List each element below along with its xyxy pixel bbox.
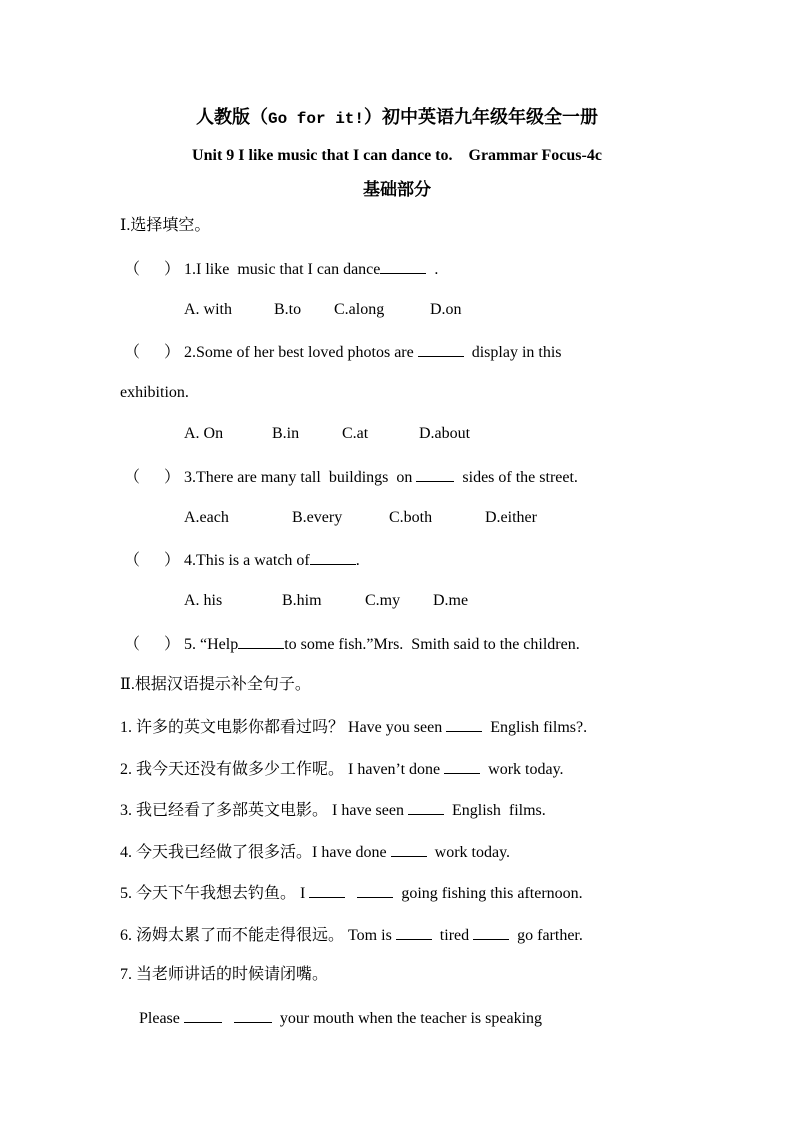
english-text-mid [345, 885, 357, 902]
english-text: I have seen [328, 802, 408, 819]
fill-item-7 [120, 965, 328, 985]
question-text: 1.I like music that I can dance [184, 261, 381, 278]
question-2-continued: exhibition. [120, 384, 189, 401]
english-text: I have done [312, 844, 391, 861]
title-prefix: 人教版（ [195, 107, 268, 127]
option-a: A.each [184, 509, 229, 526]
question-1-options [184, 300, 462, 320]
part1-heading: Ⅰ.选择填空。 [120, 217, 211, 234]
chinese-prompt: 许多的英文电影你都看过吗？ [136, 719, 345, 736]
question-text: 5. “Help [184, 636, 239, 653]
english-text: Tom is [344, 927, 396, 944]
english-text: Have you seen [344, 719, 447, 736]
fill-item-2 [120, 758, 564, 780]
option-b: B.in [272, 425, 300, 442]
part2-heading: Ⅱ.根据汉语提示补全句子。 [120, 676, 311, 693]
english-text: I [296, 885, 310, 902]
answer-blank[interactable] [310, 549, 356, 565]
fill-item-5 [120, 882, 583, 904]
english-text-mid: tired [431, 927, 474, 944]
answer-blank[interactable] [238, 633, 284, 649]
answer-paren: （ ） [124, 636, 181, 653]
question-text: 2.Some of her best loved photos are [184, 344, 418, 361]
question-3 [124, 466, 578, 488]
option-d: D.about [419, 425, 471, 442]
option-c: C.both [389, 509, 433, 526]
option-d: D.me [433, 592, 469, 609]
title-series: Go for it! [267, 110, 364, 128]
english-text-mid [222, 1010, 234, 1027]
question-text-end: to some fish.”Mrs. Smith said to the children. [284, 636, 580, 653]
fill-item-1 [120, 716, 587, 738]
fill-item-6 [120, 924, 583, 946]
answer-blank[interactable] [473, 924, 509, 940]
english-text-end: work today. [480, 761, 564, 778]
question-text-end: . [355, 552, 360, 569]
english-text-end: English films. [443, 802, 546, 819]
option-c: C.along [334, 301, 385, 318]
answer-blank[interactable] [184, 1007, 222, 1023]
item-number: 5. [120, 885, 132, 902]
chinese-prompt: 我今天还没有做多少工作呢。 [136, 761, 345, 778]
answer-blank[interactable] [357, 882, 393, 898]
option-d: D.on [430, 301, 462, 318]
answer-blank[interactable] [391, 841, 427, 857]
answer-blank[interactable] [380, 258, 426, 274]
question-5 [124, 633, 580, 655]
english-text-end: your mouth when the teacher is speaking [271, 1010, 543, 1027]
answer-blank[interactable] [446, 716, 482, 732]
chinese-prompt: 我已经看了多部英文电影。 [136, 802, 329, 819]
chinese-prompt: 当老师讲话的时候请闭嘴。 [136, 966, 329, 983]
english-text: Please [139, 1010, 184, 1027]
question-3-options [184, 508, 537, 528]
answer-blank[interactable] [234, 1007, 272, 1023]
option-a: A. with [184, 301, 232, 318]
question-text-end: display in this [463, 344, 562, 361]
question-4-options [184, 591, 468, 611]
fill-item-7-answer [139, 1007, 542, 1029]
title-suffix: ）初中英语九年级年级全一册 [364, 107, 598, 127]
answer-blank[interactable] [309, 882, 345, 898]
section-title: 基础部分 [363, 180, 431, 199]
item-number: 2. [120, 761, 132, 778]
answer-blank[interactable] [416, 466, 454, 482]
answer-paren: （ ） [124, 261, 181, 278]
answer-paren: （ ） [124, 469, 181, 486]
question-text: 4.This is a watch of [184, 552, 310, 569]
option-d: D.either [485, 509, 537, 526]
unit-title: Unit 9 I like music that I can dance to. Grammar Focus-4c [192, 147, 602, 164]
question-2-options [184, 424, 470, 444]
answer-paren: （ ） [124, 344, 181, 361]
item-number: 1. [120, 719, 132, 736]
question-2 [124, 341, 562, 363]
option-a: A. his [184, 592, 223, 609]
option-c: C.at [342, 425, 369, 442]
document-title [0, 107, 794, 129]
chinese-prompt: 今天我已经做了很多活。 [136, 844, 313, 861]
chinese-prompt: 汤姆太累了而不能走得很远。 [136, 927, 345, 944]
answer-paren: （ ） [124, 552, 181, 569]
english-text-end: go farther. [509, 927, 583, 944]
question-4 [124, 549, 360, 571]
option-c: C.my [365, 592, 401, 609]
question-1 [124, 258, 438, 280]
question-text-end: sides of the street. [454, 469, 578, 486]
fill-item-3 [120, 799, 546, 821]
english-text: I haven’t done [344, 761, 445, 778]
option-b: B.to [274, 301, 302, 318]
item-number: 4. [120, 844, 132, 861]
option-a: A. On [184, 425, 224, 442]
item-number: 6. [120, 927, 132, 944]
answer-blank[interactable] [396, 924, 432, 940]
answer-blank[interactable] [408, 799, 444, 815]
english-text-end: work today. [426, 844, 511, 861]
answer-blank[interactable] [444, 758, 480, 774]
item-number: 7. [120, 966, 132, 983]
option-b: B.every [292, 509, 343, 526]
question-text: 3.There are many tall buildings on [184, 469, 417, 486]
english-text-end: English films?. [482, 719, 588, 736]
answer-blank[interactable] [418, 341, 464, 357]
fill-item-4 [120, 841, 510, 863]
option-b: B.him [282, 592, 322, 609]
question-text-end: . [426, 261, 439, 278]
chinese-prompt: 今天下午我想去钓鱼。 [136, 885, 297, 902]
item-number: 3. [120, 802, 132, 819]
english-text-end: going fishing this afternoon. [393, 885, 583, 902]
